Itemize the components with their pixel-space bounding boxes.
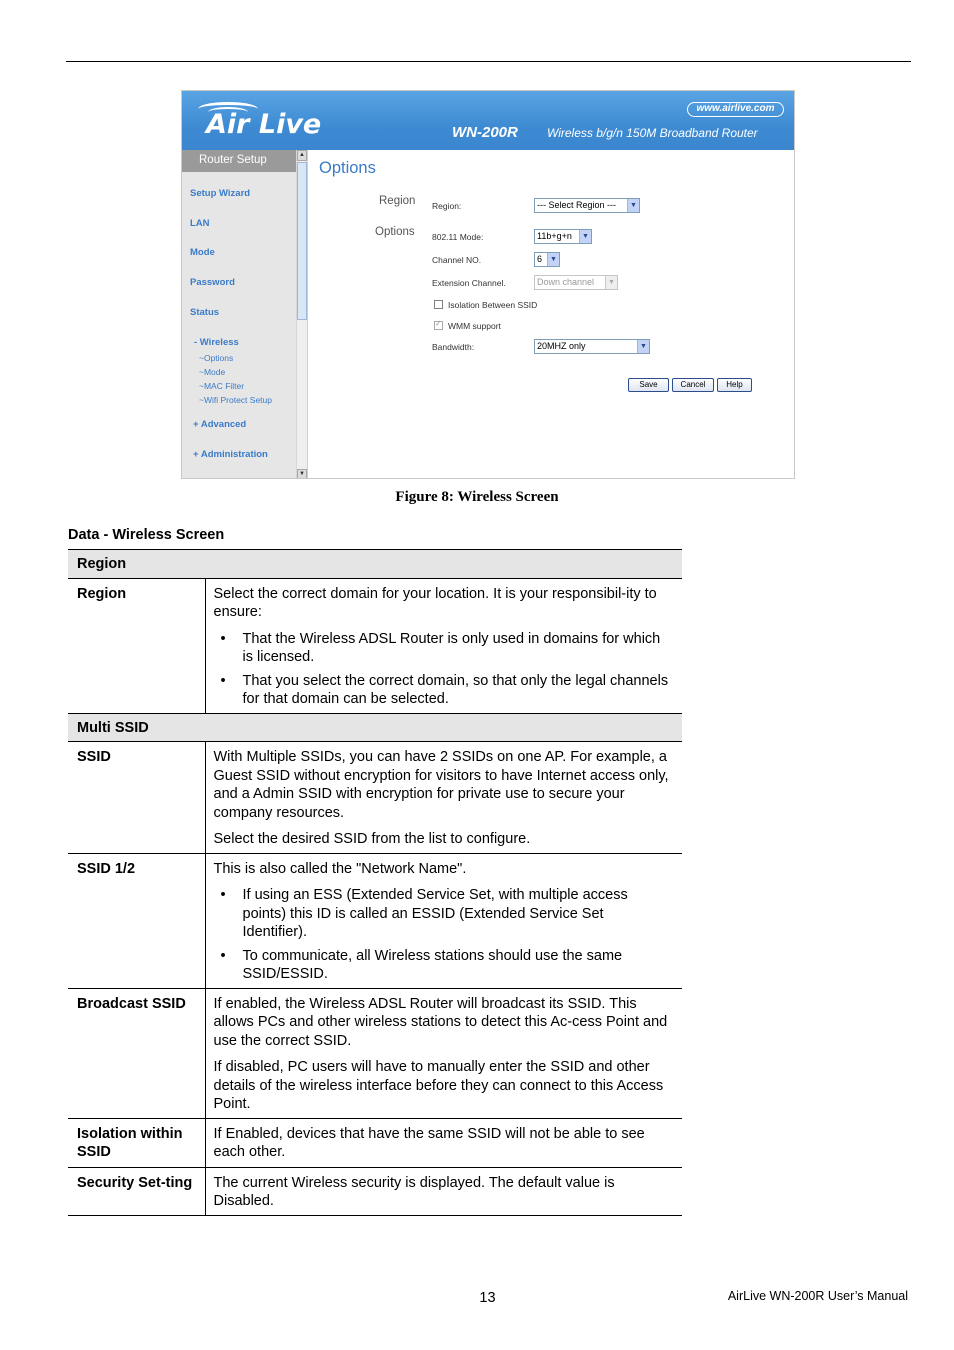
cancel-button[interactable]: Cancel bbox=[672, 378, 714, 392]
data-table bbox=[68, 549, 682, 1216]
mode-select[interactable] bbox=[534, 229, 592, 244]
ssid-para-2: Select the desired SSID from the list to configure. bbox=[213, 831, 531, 847]
isolation-checkbox-label: Isolation Between SSID bbox=[448, 300, 538, 310]
extension-channel-select bbox=[534, 275, 618, 290]
ssid12-bullets bbox=[214, 886, 673, 984]
section-region: Region bbox=[379, 195, 416, 207]
ssid-para-1: With Multiple SSIDs, you can have 2 SSIDs on one AP. For example, a Guest SSID without encryption for visitors to have Internet access only, and a Admin SSID with encryption for private use to secure your company resources. bbox=[213, 749, 669, 821]
section-header-multi-ssid: Multi SSID bbox=[68, 713, 682, 742]
list-item: • If using an ESS (Extended Service Set, with multiple access points) this ID is called an ESSID (Extended Service Set Identifier). bbox=[214, 886, 673, 942]
ssid12-intro: This is also called the "Network Name". bbox=[213, 860, 467, 877]
mode-select-value: 11b+g+n bbox=[537, 231, 572, 241]
bandwidth-select-value: 20MHZ only bbox=[537, 341, 586, 351]
chevron-down-icon: ▼ bbox=[579, 230, 591, 243]
section-options: Options bbox=[375, 226, 415, 238]
table-row bbox=[68, 578, 682, 713]
sidebar-item-password[interactable]: Password bbox=[190, 277, 235, 288]
region-label: Region: bbox=[432, 201, 462, 211]
wmm-checkbox bbox=[434, 321, 443, 330]
figure-caption: Figure 8: Wireless Screen bbox=[395, 489, 559, 505]
channel-select[interactable] bbox=[534, 252, 560, 267]
row-key-ssid: SSID bbox=[68, 742, 205, 854]
broadcast-para-2: If disabled, PC users will have to manually enter the SSID and other details of the wireless interface before they can connect to this Access Point. bbox=[213, 1059, 664, 1112]
region-select[interactable] bbox=[534, 198, 640, 213]
sidebar-item-setup-wizard[interactable]: Setup Wizard bbox=[190, 188, 251, 199]
extension-channel-value: Down channel bbox=[537, 277, 595, 287]
sidebar-item-lan[interactable]: LAN bbox=[190, 218, 210, 229]
table-row bbox=[68, 1167, 682, 1215]
row-key-region: Region bbox=[68, 578, 205, 713]
security-para: The current Wireless security is displayed. The default value is Disabled. bbox=[213, 1174, 615, 1209]
row-value-broadcast-ssid bbox=[205, 988, 682, 1118]
row-value-isolation bbox=[205, 1118, 682, 1167]
section-header-region: Region bbox=[68, 550, 682, 579]
list-item: • That the Wireless ADSL Router is only used in domains for which is licensed. bbox=[214, 630, 673, 667]
bandwidth-select[interactable] bbox=[534, 339, 650, 354]
chevron-down-icon: ▼ bbox=[605, 276, 617, 289]
broadcast-para-1: If enabled, the Wireless ADSL Router will broadcast its SSID. This allows PCs and other wireless stations to detect this Ac-cess Point and use the correct SSID. bbox=[213, 995, 668, 1049]
isolation-para: If Enabled, devices that have the same SSID will not be able to see each other. bbox=[213, 1125, 645, 1160]
content-divider bbox=[307, 150, 308, 479]
sidebar-item-wireless[interactable]: - Wireless bbox=[194, 337, 239, 348]
row-key-ssid-12: SSID 1/2 bbox=[68, 853, 205, 988]
chevron-down-icon: ▼ bbox=[627, 199, 639, 212]
wmm-checkbox-label: WMM support bbox=[448, 321, 501, 331]
row-value-ssid bbox=[205, 742, 682, 854]
scroll-down-icon[interactable]: ▼ bbox=[297, 469, 307, 479]
table-row bbox=[68, 853, 682, 988]
page-number: 13 bbox=[479, 1290, 496, 1306]
table-row bbox=[68, 988, 682, 1118]
list-item: • That you select the correct domain, so that only the legal channels for that domain can be selected. bbox=[214, 672, 673, 709]
airlive-logo: Air Live bbox=[206, 109, 322, 140]
region-intro: Select the correct domain for your location. It is your responsibil-ity to ensure: bbox=[213, 585, 657, 620]
sidebar-sub-wifi-protect[interactable]: ~Wifi Protect Setup bbox=[199, 395, 272, 405]
row-value-security bbox=[205, 1167, 682, 1215]
sidebar-item-administration[interactable]: + Administration bbox=[193, 449, 268, 460]
row-key-broadcast-ssid: Broadcast SSID bbox=[68, 988, 205, 1118]
table-title: Data - Wireless Screen bbox=[68, 527, 225, 543]
model-name: WN-200R bbox=[452, 124, 518, 141]
channel-label: Channel NO. bbox=[432, 255, 482, 265]
banner bbox=[182, 91, 794, 150]
router-screenshot bbox=[181, 90, 795, 479]
help-button[interactable]: Help bbox=[717, 378, 752, 392]
tagline: Wireless b/g/n 150M Broadband Router bbox=[547, 126, 758, 140]
sidebar-sub-mode[interactable]: ~Mode bbox=[199, 367, 226, 377]
table-row bbox=[68, 1118, 682, 1167]
list-item: • To communicate, all Wireless stations should use the same SSID/ESSID. bbox=[214, 947, 673, 984]
page-title: Options bbox=[319, 159, 376, 177]
scroll-thumb[interactable] bbox=[297, 162, 307, 320]
table-section-row bbox=[68, 713, 682, 742]
sidebar-sub-mac-filter[interactable]: ~MAC Filter bbox=[199, 381, 245, 391]
table-row bbox=[68, 742, 682, 854]
row-key-isolation: Isolation within SSID bbox=[68, 1118, 205, 1167]
sidebar bbox=[182, 150, 307, 479]
region-select-value: --- Select Region --- bbox=[537, 200, 617, 210]
region-bullets bbox=[214, 630, 673, 709]
save-button[interactable]: Save bbox=[628, 378, 669, 392]
sidebar-sub-options[interactable]: ~Options bbox=[199, 353, 234, 363]
footer-title: AirLive WN-200R User’s Manual bbox=[727, 1289, 908, 1303]
extension-channel-label: Extension Channel. bbox=[432, 278, 506, 288]
row-key-security: Security Set-ting bbox=[68, 1167, 205, 1215]
channel-select-value: 6 bbox=[537, 254, 543, 264]
bandwidth-label: Bandwidth: bbox=[432, 342, 475, 352]
sidebar-scrollbar[interactable] bbox=[296, 150, 307, 479]
sidebar-item-advanced[interactable]: + Advanced bbox=[193, 419, 247, 430]
isolation-checkbox[interactable] bbox=[434, 300, 443, 309]
chevron-down-icon: ▼ bbox=[637, 340, 649, 353]
scroll-up-icon[interactable]: ▲ bbox=[297, 150, 307, 161]
header-rule bbox=[66, 61, 911, 62]
url-link[interactable]: www.airlive.com bbox=[687, 102, 784, 117]
table-section-row bbox=[68, 550, 682, 579]
row-value-ssid-12 bbox=[205, 853, 682, 988]
sidebar-header: Router Setup bbox=[182, 150, 296, 172]
mode-label: 802.11 Mode: bbox=[432, 232, 484, 242]
row-value-region bbox=[205, 578, 682, 713]
sidebar-item-status[interactable]: Status bbox=[190, 307, 220, 318]
sidebar-item-mode[interactable]: Mode bbox=[190, 247, 215, 258]
chevron-down-icon: ▼ bbox=[547, 253, 559, 266]
